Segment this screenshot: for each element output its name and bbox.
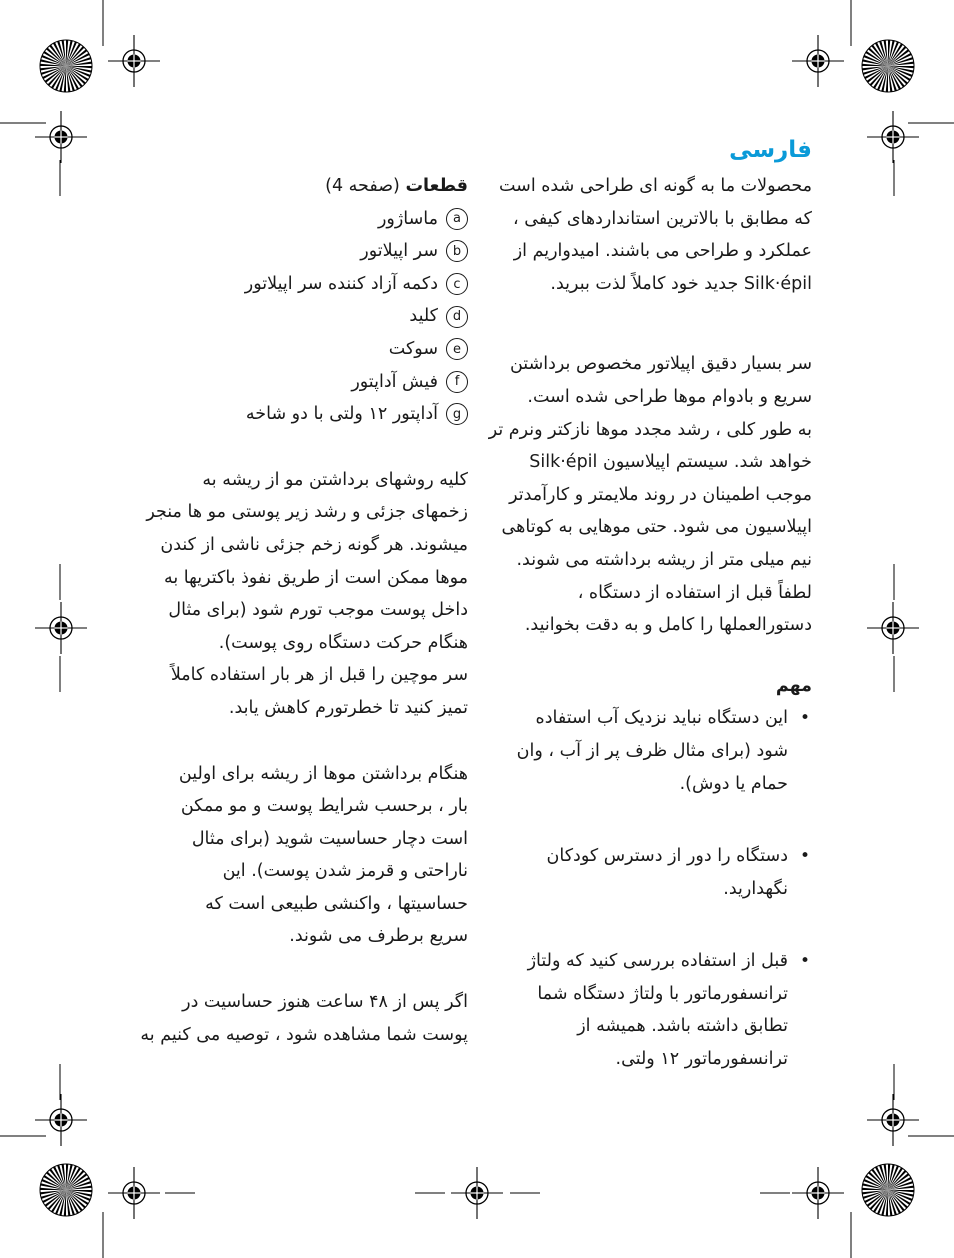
first-use-line: سریع برطرف می شوند. (289, 926, 468, 947)
bullet-line: حمام یا دوش). (679, 773, 788, 794)
important-heading: مهم (775, 675, 812, 696)
bullet-line: نگهدارید. (723, 878, 788, 899)
first-use-line: بار ، برحسب شرایط پوست و مو ممکن (180, 796, 468, 817)
hygiene-line: سر موچین را قبل از هر بار استفاده کاملاً (170, 665, 468, 686)
language-title: فارسی (729, 137, 812, 163)
description-line: سریع و بادوام موها طراحی شده است. (527, 386, 812, 407)
parts-page-ref: (صفحه 4) (325, 176, 400, 196)
parts-title: قطعات (405, 176, 468, 196)
description-line: اپیلاسیون می شود. حتی موهایی به کوتاهی (501, 517, 812, 538)
description-line: لطفاً قبل از استفاده از دستگاه ، (577, 582, 812, 603)
important-bullet-item (486, 945, 812, 1075)
bullet-icon: • (799, 708, 810, 729)
description-line: خواهد شد. سیستم اپیلاسیون Silk·épil (529, 452, 812, 473)
part-letter-badge: a (446, 208, 468, 230)
part-label: فیش آداپتور (351, 371, 438, 392)
starburst-target-icon (862, 40, 914, 92)
hygiene-paragraph (140, 464, 468, 725)
after-48-line: پوست شما مشاهده شود ، توصیه می کنیم به (140, 1024, 468, 1045)
hygiene-line: موها ممکن است از طریق نفوذ باکتریها به (163, 567, 468, 588)
bullet-line: دستگاه را دور از دسترس کودکان (546, 846, 788, 867)
bullet-line: ترانسفورماتور ۱۲ ولتی. (615, 1049, 788, 1070)
part-label: سر اپیلاتور (360, 241, 438, 262)
after-48-line: اگر پس از ۴۸ ساعت هنوز حساسیت در (182, 992, 468, 1013)
bullet-line: ترانسفورماتور با ولتاژ دستگاه شما (537, 983, 788, 1004)
parts-item (140, 203, 468, 236)
part-letter-badge: b (446, 240, 468, 262)
important-bullet-item (486, 702, 812, 800)
first-use-paragraph (140, 758, 468, 954)
bullet-icon: • (799, 951, 810, 972)
important-bullet-item (486, 840, 812, 905)
part-label: ماساژور (377, 208, 438, 229)
description-paragraph (486, 348, 812, 641)
description-line: موجب اطمینان در روند ملایمتر و کارآمدتر (509, 484, 812, 505)
part-letter-badge: d (446, 306, 468, 328)
part-letter-badge: g (446, 403, 468, 425)
parts-item (140, 300, 468, 333)
starburst-target-icon (40, 40, 92, 92)
hygiene-line: هنگام حرکت دستگاه روی پوست). (218, 632, 468, 653)
after-48-paragraph (140, 986, 468, 1051)
part-label: سوکت (388, 338, 438, 359)
hygiene-line: داخل پوست موجب تورم شود (برای مثال (168, 600, 468, 621)
intro-line: Silk·épil جدید خود کاملاً لذت ببرید. (550, 273, 812, 294)
hygiene-line: تمیز کنید تا خطرتورم کاهش یابد. (228, 697, 468, 718)
parts-list (140, 203, 468, 431)
part-letter-badge: e (446, 338, 468, 360)
part-label: کلید (409, 306, 438, 327)
parts-item (140, 366, 468, 399)
bullet-line: شود (برای مثال ظرف پر از آب ، وان (516, 740, 788, 761)
bullet-icon: • (799, 846, 810, 867)
hygiene-line: کلیه روشهای برداشتن مو از ریشه به (202, 469, 468, 490)
left-column (140, 170, 468, 1051)
part-label: آداپتور ۱۲ ولتی با دو شاخه (245, 404, 438, 425)
hygiene-line: میشوند. هر گونه زخم جزئی ناشی از کندن (160, 534, 468, 555)
first-use-line: است دچار حساسیت شوید (برای مثال (191, 828, 468, 849)
description-line: نیم میلی متر از ریشه برداشته می شوند. (516, 549, 812, 570)
description-line: سر بسیار دقیق اپیلاتور مخصوص برداشتن (509, 354, 812, 375)
parts-item (140, 235, 468, 268)
bullet-line: قبل از استفاده بررسی کنید که ولتاژ (527, 951, 788, 972)
part-letter-badge: f (446, 371, 468, 393)
first-use-line: ناراحتی و قرمز شدن پوست). این (222, 861, 468, 882)
part-label: دکمه آزاد کننده سر اپیلاتور (244, 273, 438, 294)
first-use-line: حساسیتها ، واکنشی طبیعی است که (205, 893, 468, 914)
intro-line: که مطابق با بالاترین استانداردهای کیفی ، (513, 208, 812, 229)
starburst-target-icon (862, 1164, 914, 1216)
parts-item (140, 398, 468, 431)
description-line: دستورالعملها را کامل و به دقت بخوانید. (524, 615, 812, 636)
intro-line: محصولات ما به گونه ای طراحی شده است (498, 176, 812, 196)
first-use-line: هنگام برداشتن موها از ریشه برای اولین (178, 763, 468, 784)
hygiene-line: زخمهای جزئی و رشد زیر پوستی مو ها منجر (146, 502, 468, 523)
intro-line: عملکرد و طراحی می باشند. امیدواریم از (513, 241, 812, 262)
bullet-line: تطابق داشته باشد. همیشه از (577, 1016, 788, 1037)
parts-item (140, 268, 468, 301)
intro-paragraph (486, 170, 812, 300)
right-column (486, 130, 812, 1076)
parts-item (140, 333, 468, 366)
important-list (486, 702, 812, 1075)
bullet-line: این دستگاه نباید نزدیک آب استفاده (535, 708, 788, 729)
starburst-target-icon (40, 1164, 92, 1216)
parts-heading (140, 170, 468, 203)
description-line: به طور کلی ، رشد مجدد موها نازکتر ونرم تر (488, 419, 812, 440)
part-letter-badge: c (446, 273, 468, 295)
